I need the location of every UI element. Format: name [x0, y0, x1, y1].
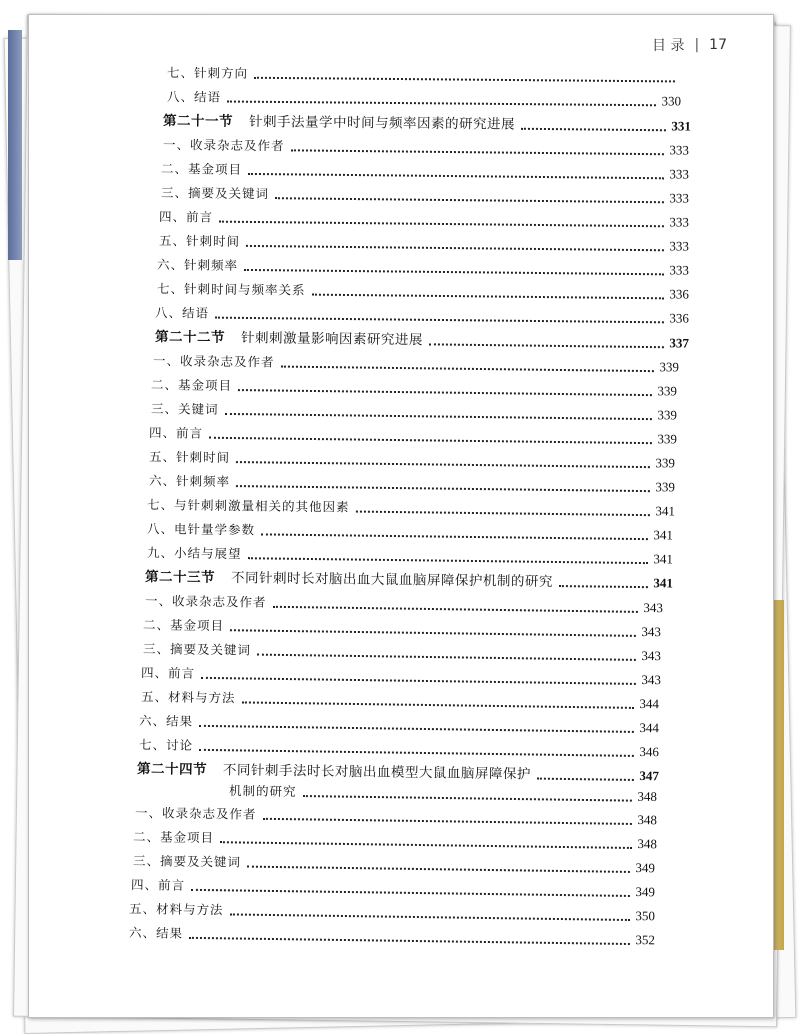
toc-page-number: 350 — [635, 908, 656, 924]
toc-section-number: 第二十三节 — [144, 569, 216, 586]
toc-page-number: 333 — [669, 190, 690, 206]
toc-page-number: 343 — [641, 623, 662, 640]
toc-item-entry — [143, 641, 661, 664]
toc-item-title: 四、前言 — [158, 209, 214, 225]
toc-page-number: 333 — [669, 262, 690, 278]
toc-item-entry — [139, 713, 659, 736]
toc-item-title: 六、结果 — [128, 925, 184, 941]
dot-leader — [220, 841, 631, 849]
toc-page-number: 339 — [657, 383, 678, 399]
toc-page-number: 349 — [635, 860, 656, 876]
toc-page-number: 343 — [641, 671, 662, 688]
dot-leader — [290, 149, 663, 155]
toc-page-number: 343 — [641, 647, 662, 664]
toc-page-number: 341 — [655, 503, 676, 519]
dot-leader — [238, 389, 651, 396]
toc-item-entry — [139, 737, 659, 760]
toc-item-title: 二、基金项目 — [142, 617, 225, 634]
toc-page-number: 339 — [659, 359, 680, 375]
toc-section-title: 针刺手法量学中时间与频率因素的研究进展 — [248, 113, 516, 133]
toc-item-entry — [149, 473, 675, 495]
toc-item-title: 二、基金项目 — [160, 161, 243, 177]
toc-item-title: 五、材料与方法 — [128, 901, 224, 918]
toc-page-number: 341 — [653, 551, 674, 567]
toc-section-heading — [163, 113, 515, 133]
toc-item-title: 八、结语 — [154, 305, 210, 321]
toc-page-number: 336 — [669, 286, 690, 302]
toc-section-entry — [145, 569, 673, 591]
dot-leader — [302, 795, 631, 802]
toc-item-title: 五、针刺时间 — [148, 449, 231, 465]
toc-section-entry — [163, 113, 691, 135]
toc-page-number: 337 — [669, 335, 690, 351]
toc-page-number: 349 — [635, 884, 656, 900]
toc-item-title: 五、针刺时间 — [158, 233, 241, 249]
toc-item-entry — [159, 233, 689, 255]
dot-leader — [559, 585, 648, 588]
toc-section-number: 第二十一节 — [162, 113, 234, 130]
toc-item-entry — [149, 425, 677, 447]
toc-item-entry — [155, 305, 689, 327]
toc-page-number: 344 — [639, 719, 660, 736]
toc-section-title: 不同针刺时长对脑出血大鼠血脑屏障保护机制的研究 — [230, 570, 554, 590]
header-page-number: 17 — [709, 37, 727, 53]
toc-page-number: 333 — [669, 142, 690, 158]
toc-item-title: 七、讨论 — [138, 737, 194, 753]
toc-page-number: 348 — [637, 836, 658, 852]
toc-item-entry — [167, 65, 681, 85]
toc-page-number: 336 — [669, 310, 690, 326]
toc-item-entry — [143, 617, 661, 640]
toc-item-entry — [145, 593, 663, 616]
toc-page — [28, 14, 774, 1018]
toc-section-heading — [155, 329, 423, 348]
toc-section-title: 针刺刺激量影响因素研究进展 — [240, 330, 424, 349]
toc-item-entry — [141, 665, 661, 688]
toc-item-title: 七、针刺时间与频率关系 — [156, 281, 306, 298]
toc-section-heading — [137, 761, 531, 782]
toc-page-number: 331 — [671, 118, 692, 134]
book-edge-blue — [8, 30, 22, 260]
toc-page-number: 333 — [669, 214, 690, 230]
toc-item-entry — [141, 689, 659, 712]
dot-leader — [227, 101, 655, 107]
toc-item-entry — [151, 377, 677, 399]
toc-item-entry — [149, 449, 675, 471]
toc-item-entry — [147, 545, 673, 567]
page-header — [652, 35, 727, 55]
toc-section-continuation — [229, 783, 657, 805]
toc-section-number: 第二十二节 — [154, 329, 226, 346]
toc-item-title: 六、结果 — [138, 713, 194, 729]
toc-item-title: 三、摘要及关键词 — [142, 641, 252, 658]
toc-item-entry — [133, 829, 657, 852]
toc-item-entry — [129, 925, 655, 948]
toc-page-number: 346 — [639, 743, 660, 760]
dot-leader — [248, 173, 663, 179]
toc-item-title: 三、摘要及关键词 — [160, 185, 270, 202]
toc-item-entry — [157, 281, 689, 303]
toc-item-entry — [157, 257, 689, 279]
toc-page-number: 339 — [655, 455, 676, 471]
toc-item-title: 四、前言 — [140, 665, 196, 681]
toc-section-entry — [155, 329, 689, 352]
toc-item-title: 一、收录杂志及作者 — [152, 353, 275, 370]
toc-item-title: 五、材料与方法 — [140, 689, 236, 706]
toc-item-entry — [147, 521, 673, 543]
dot-leader — [272, 606, 637, 613]
toc-item-entry — [151, 401, 677, 423]
dot-leader — [209, 437, 651, 444]
toc-item-title: 一、收录杂志及作者 — [134, 805, 257, 822]
dot-leader — [311, 294, 663, 300]
dot-leader — [275, 197, 663, 203]
toc-item-entry — [167, 89, 681, 109]
toc-item-title: 一、收录杂志及作者 — [162, 137, 285, 154]
toc-item-entry — [161, 161, 689, 183]
toc-item-entry — [135, 805, 657, 828]
toc-item-title: 二、基金项目 — [132, 829, 215, 846]
dot-leader — [201, 677, 635, 685]
dot-leader — [236, 461, 649, 468]
toc-item-title: 九、小结与展望 — [146, 545, 242, 562]
toc-page-number: 341 — [653, 575, 674, 591]
dot-leader — [229, 913, 629, 921]
toc-page-number: 348 — [637, 788, 658, 804]
toc-page-number: 341 — [653, 527, 674, 543]
toc-item-title: 六、针刺频率 — [148, 473, 231, 489]
dot-leader — [199, 749, 633, 757]
toc-item-title: 七、针刺方向 — [166, 65, 249, 81]
toc-page-number: 333 — [669, 238, 690, 254]
toc-item-title: 一、收录杂志及作者 — [144, 593, 267, 610]
dot-leader — [230, 629, 635, 637]
dot-leader — [191, 889, 629, 897]
dot-leader — [244, 269, 663, 275]
toc-page-number: 348 — [637, 812, 658, 828]
dot-leader — [262, 818, 631, 825]
toc-section-title-continued: 机制的研究 — [228, 783, 297, 799]
toc-item-title: 二、基金项目 — [150, 377, 233, 393]
toc-item-title: 八、电针量学参数 — [146, 521, 256, 538]
dot-leader — [189, 937, 629, 945]
toc-item-entry — [161, 185, 689, 207]
toc-page-number: 344 — [639, 695, 660, 712]
toc-page-number: 352 — [635, 932, 656, 948]
dot-leader — [246, 245, 663, 251]
dot-leader — [199, 725, 633, 733]
toc-page-number: 339 — [657, 407, 678, 423]
toc-page-number: 330 — [661, 93, 682, 109]
toc-page-number: 347 — [639, 768, 660, 784]
toc-item-title: 三、关键词 — [150, 401, 219, 417]
toc-section-heading — [145, 569, 553, 590]
toc-item-title: 八、结语 — [166, 89, 222, 105]
toc-page-number: 339 — [657, 431, 678, 447]
dot-leader — [257, 654, 635, 661]
header-title: 目 录 — [652, 38, 685, 54]
dot-leader — [355, 511, 649, 517]
dot-leader — [215, 317, 663, 324]
dot-leader — [429, 343, 664, 348]
dot-leader — [254, 77, 675, 83]
dot-leader — [261, 533, 647, 540]
dot-leader — [247, 866, 629, 873]
toc-section-number: 第二十四节 — [136, 761, 208, 778]
toc-item-entry — [129, 901, 655, 924]
dot-leader — [521, 128, 666, 132]
toc-item-entry — [153, 353, 679, 375]
dot-leader — [247, 557, 647, 564]
toc-section-title: 不同针刺手法时长对脑出血模型大鼠血脑屏障保护 — [222, 762, 532, 783]
toc-page-number: 339 — [655, 479, 676, 495]
toc-page-number: 343 — [643, 599, 664, 616]
toc-item-title: 三、摘要及关键词 — [132, 853, 242, 870]
toc-item-entry — [163, 137, 689, 159]
toc-page-number: 333 — [669, 166, 690, 182]
toc-item-title: 四、前言 — [148, 425, 204, 441]
toc-item-title: 六、针刺频率 — [156, 257, 239, 273]
toc-item-entry — [159, 209, 689, 231]
toc-item-title: 七、与针刺刺激量相关的其他因素 — [146, 497, 350, 515]
header-separator: | — [694, 37, 700, 53]
dot-leader — [224, 413, 651, 420]
dot-leader — [537, 778, 634, 781]
dot-leader — [219, 221, 663, 228]
toc-item-entry — [147, 497, 675, 519]
toc-item-title: 四、前言 — [130, 877, 186, 893]
toc-item-entry — [133, 853, 655, 876]
toc-section-entry — [137, 761, 659, 784]
dot-leader — [241, 701, 633, 708]
dot-leader — [280, 366, 653, 373]
toc-item-entry — [131, 877, 655, 900]
dot-leader — [236, 485, 649, 492]
